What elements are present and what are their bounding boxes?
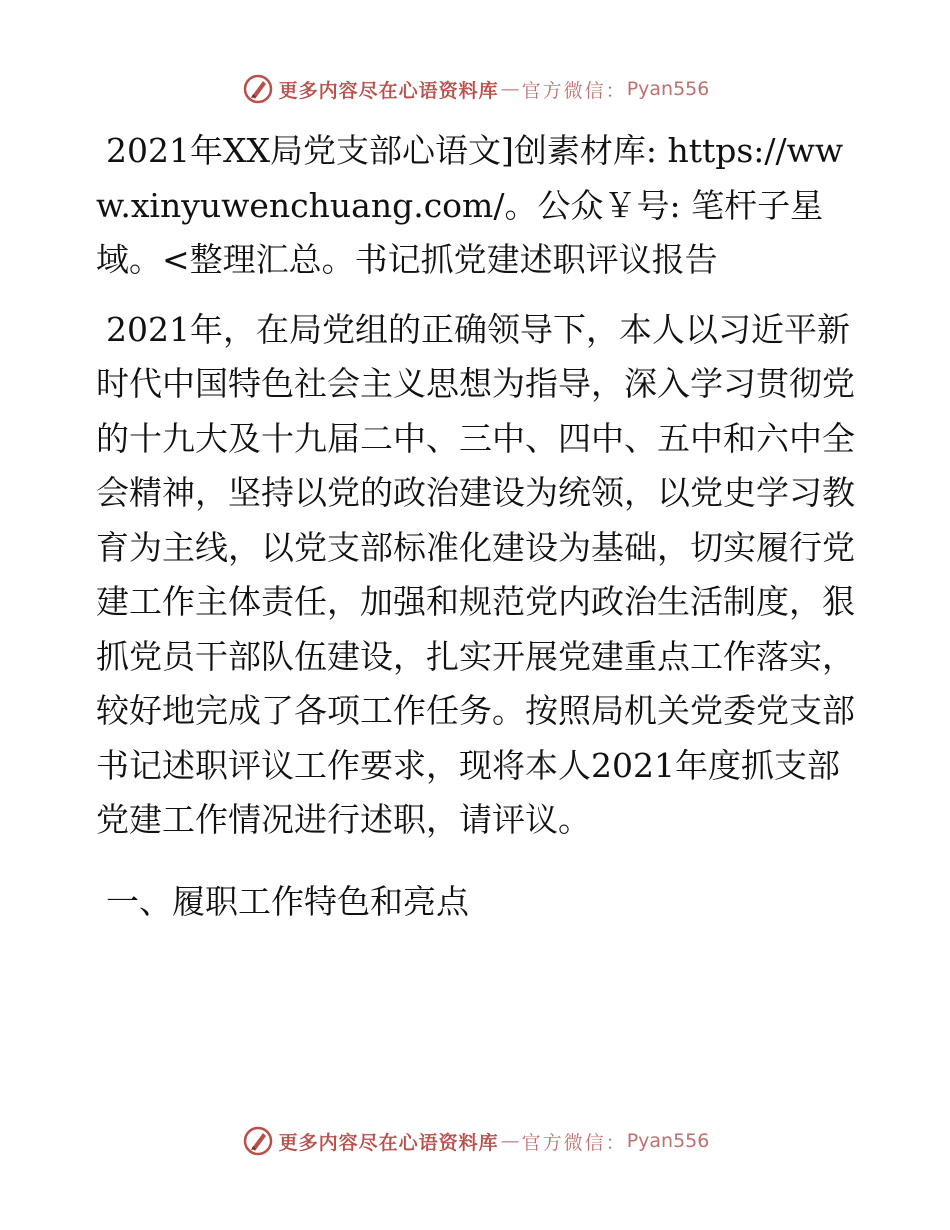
pen-logo-icon xyxy=(241,72,275,106)
watermark-label: 官方微信： xyxy=(521,1131,627,1154)
section-heading: 一、履职工作特色和亮点 xyxy=(106,881,469,921)
watermark-label: 官方微信： xyxy=(521,79,627,102)
watermark-header xyxy=(0,72,950,106)
watermark-brand: 更多内容尽在心语资料库 xyxy=(278,79,499,102)
watermark-dash: — xyxy=(500,78,520,100)
watermark-wechat-id: Pyan556 xyxy=(626,78,710,100)
document-body xyxy=(96,124,856,929)
body-paragraph: 2021年，在局党组的正确领导下，本人以习近平新时代中国特色社会主义思想为指导，深入学习贯彻党的十九大及十九届二中、三中、四中、五中和六中全会精神，坚持以党的政治建设为统领，以党史学习教育为主线，以党支部标准化建设为基础，切实履行党建工作主体责任，加强和规范党内政治生活制度，狠抓党员干部队伍建设，扎实开展党建重点工作落实，较好地完成了各项工作任务。按照局机关党委党支部书记述职评议工作要求，现将本人2021年度抓支部党建工作情况进行述职，请评议。 xyxy=(96,309,855,839)
title-paragraph: 2021年XX局党支部心语文]创素材库: https://www.xinyuwenchuang.com/。公众￥号: 笔杆子星域。<整理汇总。书记抓党建述职评议报告 xyxy=(96,131,844,279)
pen-logo-icon xyxy=(241,1124,275,1158)
watermark-wechat-id: Pyan556 xyxy=(626,1130,710,1152)
watermark-dash: — xyxy=(500,1130,520,1152)
watermark-brand: 更多内容尽在心语资料库 xyxy=(278,1131,499,1154)
watermark-footer xyxy=(0,1124,950,1158)
